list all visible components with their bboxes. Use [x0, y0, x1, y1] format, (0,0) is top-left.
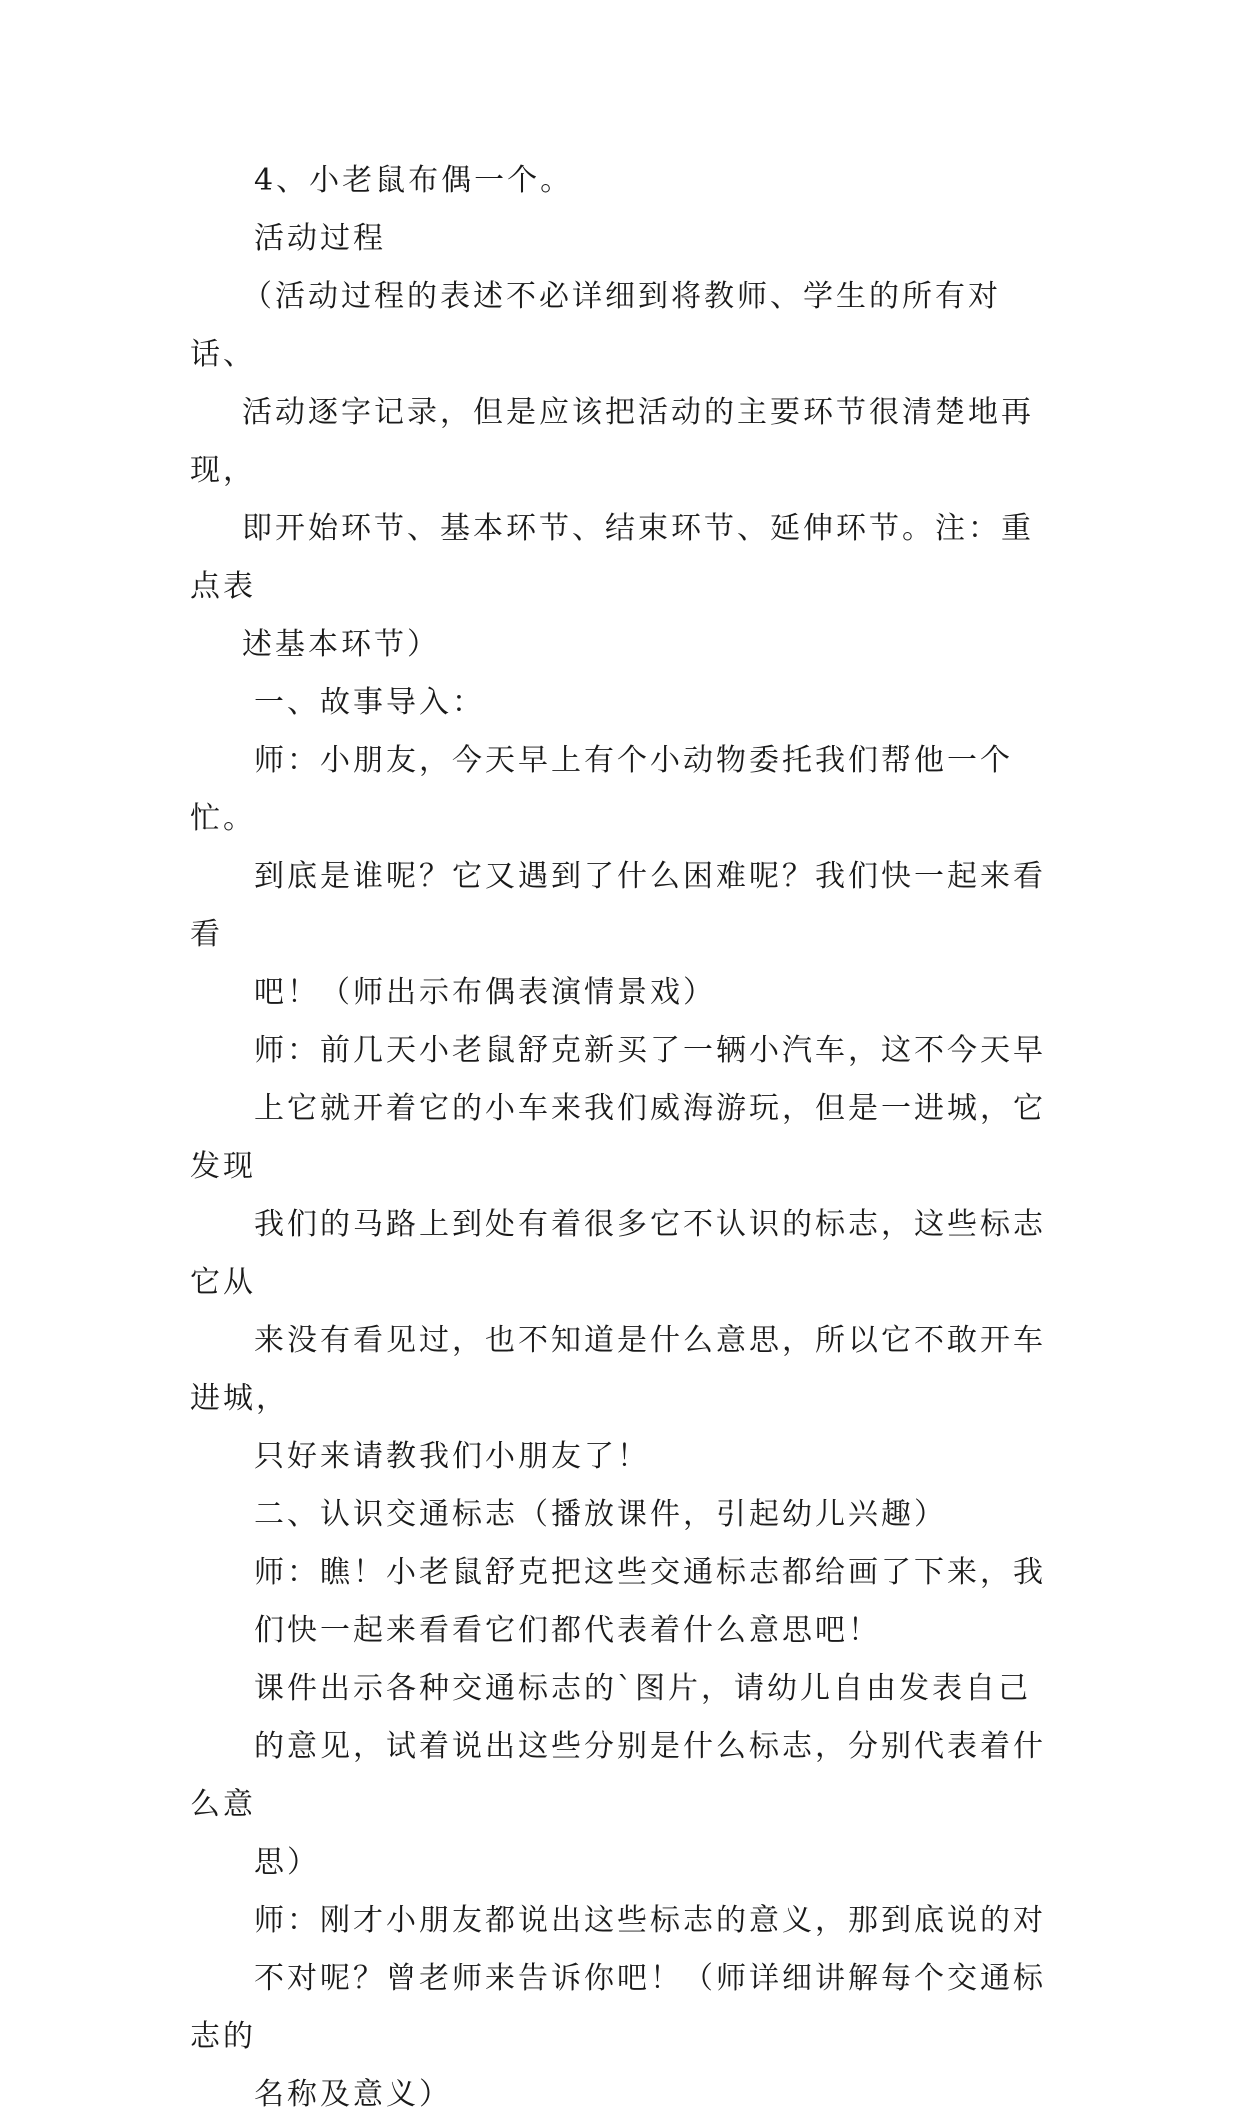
text-line: 们快一起来看看它们都代表着什么意思吧！: [254, 1613, 881, 1648]
text-line: 吧！（师出示布偶表演情景戏）: [254, 975, 716, 1010]
text-line: 上它就开着它的小车来我们威海游玩，但是一进城，它发现: [190, 1091, 1046, 1184]
text-line: 思）: [254, 1845, 320, 1880]
text-line: 述基本环节）: [242, 627, 440, 662]
paragraph-teacher-intro: [190, 732, 1050, 1022]
text-line: 活动过程: [254, 221, 386, 256]
text-line: 的意见，试着说出这些分别是什么标志，分别代表着什么意: [190, 1729, 1046, 1822]
paragraph-section-2-heading: [190, 1486, 1050, 1544]
text-line: 课件出示各种交通标志的`图片，请幼儿自由发表自己: [254, 1671, 1031, 1706]
paragraph-courseware-show: [190, 1660, 1050, 1892]
paragraph-section-1-heading: [190, 674, 1050, 732]
text-line: 来没有看见过，也不知道是什么意思，所以它不敢开车进城，: [190, 1323, 1046, 1416]
text-line: 只好来请教我们小朋友了！: [254, 1439, 650, 1474]
paragraph-teacher-story: [190, 1022, 1050, 1486]
paragraph-teacher-look: [190, 1544, 1050, 1660]
text-line: 名称及意义）: [254, 2077, 452, 2112]
paragraph-activity-process-heading: [190, 210, 1050, 268]
text-line: 师：瞧！小老鼠舒克把这些交通标志都给画了下来，我: [254, 1555, 1046, 1590]
text-line: 一、故事导入：: [254, 685, 485, 720]
text-line: 即开始环节、基本环节、结束环节、延伸环节。注：重点表: [190, 511, 1034, 604]
text-line: （活动过程的表述不必详细到将教师、学生的所有对话、: [190, 279, 1001, 372]
text-line: 二、认识交通标志（播放课件，引起幼儿兴趣）: [254, 1497, 947, 1532]
text-line: 不对呢？曾老师来告诉你吧！（师详细讲解每个交通标志的: [190, 1961, 1046, 2054]
paragraph-teacher-explain: [190, 1892, 1050, 2124]
paragraph-process-note: [190, 268, 1050, 674]
document-body: [190, 152, 1050, 2124]
text-line: 师：刚才小朋友都说出这些标志的意义，那到底说的对: [254, 1903, 1046, 1938]
text-line: 到底是谁呢？它又遇到了什么困难呢？我们快一起来看看: [190, 859, 1046, 952]
text-line: 师：前几天小老鼠舒克新买了一辆小汽车，这不今天早: [254, 1033, 1046, 1068]
paragraph-materials-item-4: [190, 152, 1050, 210]
text-line: 师：小朋友，今天早上有个小动物委托我们帮他一个忙。: [190, 743, 1013, 836]
text-line: 我们的马路上到处有着很多它不认识的标志，这些标志它从: [190, 1207, 1046, 1300]
text-line: 4、小老鼠布偶一个。: [254, 163, 574, 198]
text-line: 活动逐字记录，但是应该把活动的主要环节很清楚地再现，: [190, 395, 1034, 488]
